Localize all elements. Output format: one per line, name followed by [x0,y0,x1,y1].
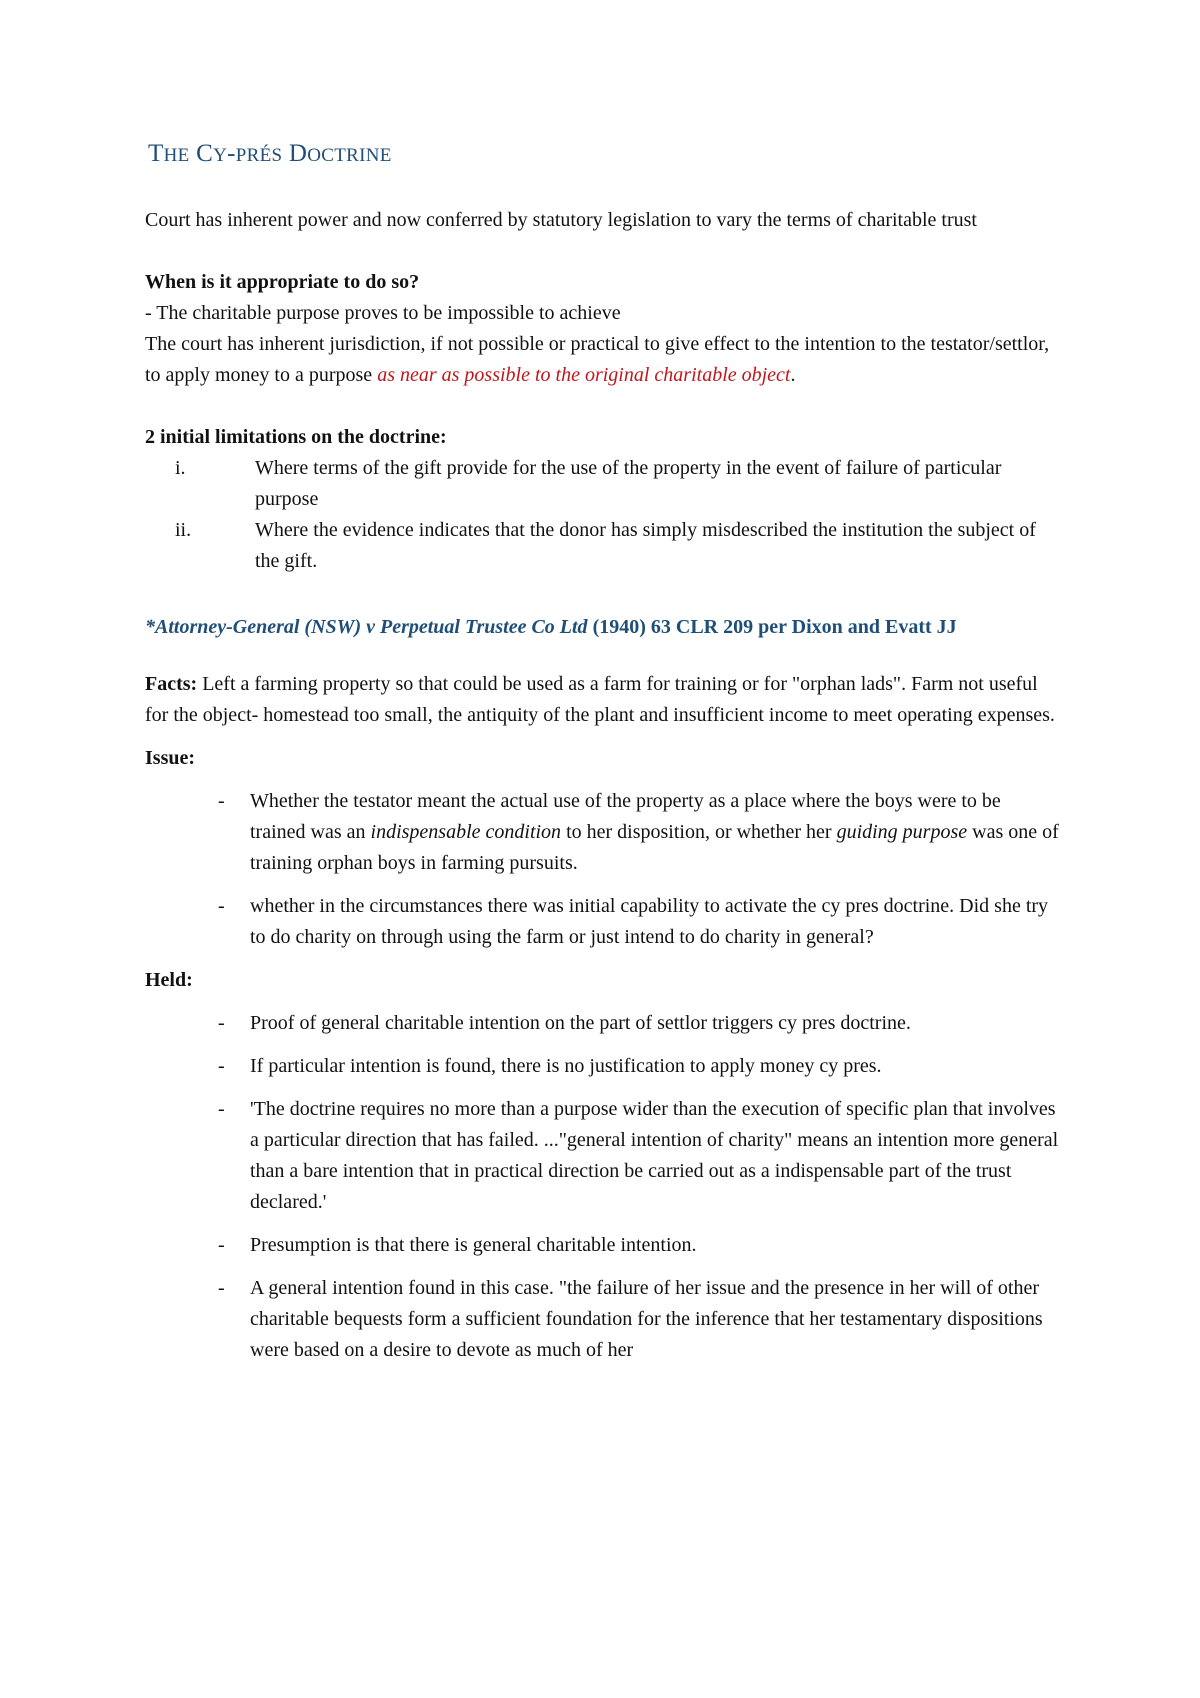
intro-paragraph: Court has inherent power and now conferred by statutory legislation to vary the terms of charitable trust [145,209,977,231]
held-label: Held: [145,969,193,991]
issue-label: Issue: [145,747,196,769]
list-item: - 'The doctrine requires no more than a purpose wider than the execution of specific plan that involves a particular direction that has failed. ..."general intention of charity" means an intention more general than a bare intention that in practical direction be carried out as a indispensable part of the trust declared.' [218,1098,1059,1213]
when-section [145,267,1060,391]
list-item: - whether in the circumstances there was initial capability to activate the cy pres doctrine. Did she try to do charity on through using the farm or just intend to do charity in general? [218,895,1049,948]
list-item: i. Where terms of the gift provide for the use of the property in the event of failure of particular purpose [175,457,1002,510]
limitations-list [145,453,1060,577]
facts-paragraph: Facts: Left a farming property so that could be used as a farm for training or for "orphan lads". Farm not useful for the object- homestead too small, the antiquity of the plant and insufficient income to meet operating expenses. [145,673,1055,726]
when-paragraph: The court has inherent jurisdiction, if not possible or practical to give effect to the intention to the testator/settlor, to apply money to a purpose as near as possible to the original charitable object. [145,333,1050,386]
page-title: THE CY-PRÉS DOCTRINE [148,140,392,167]
held-list [145,1008,1060,1366]
limitations-heading: 2 initial limitations on the doctrine: [145,426,447,448]
issue-list [145,786,1060,953]
list-item: - Proof of general charitable intention on the part of settlor triggers cy pres doctrine. [218,1012,911,1034]
document-page [145,140,1060,1366]
list-item: - If particular intention is found, there is no justification to apply money cy pres. [218,1055,882,1077]
list-item: - A general intention found in this case. "the failure of her issue and the presence in her will of other charitable bequests form a sufficient foundation for the inference that her testamentary dispositions were based on a desire to devote as much of her [218,1277,1043,1361]
list-item: - Whether the testator meant the actual use of the property as a place where the boys were to be trained was an indispensable condition to her disposition, or whether her guiding purpose was one of training orphan boys in farming pursuits. [218,790,1059,874]
list-item: - Presumption is that there is general charitable intention. [218,1234,697,1256]
when-line-1: - The charitable purpose proves to be impossible to achieve [145,302,621,324]
when-heading: When is it appropriate to do so? [145,271,420,293]
highlighted-phrase: as near as possible to the original charitable object [377,364,791,386]
case-heading: *Attorney-General (NSW) v Perpetual Trustee Co Ltd (1940) 63 CLR 209 per Dixon and Evatt JJ [145,616,957,638]
list-item: ii. Where the evidence indicates that the donor has simply misdescribed the institution the subject of the gift. [175,519,1036,572]
limitations-section [145,422,1060,577]
